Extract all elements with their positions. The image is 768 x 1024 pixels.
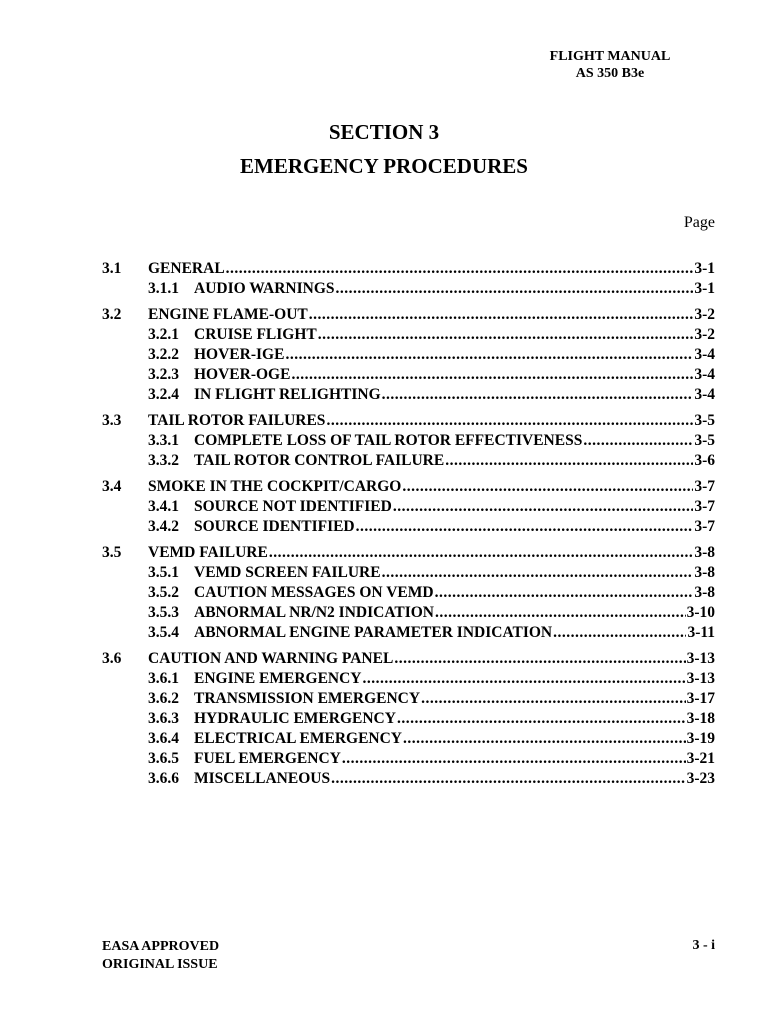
toc-subentry-page: 3-21 — [686, 750, 715, 767]
toc-subentry-page: 3-7 — [694, 518, 715, 535]
toc-subentry-label: IN FLIGHT RELIGHTING — [194, 386, 381, 403]
toc-leader-dots — [394, 649, 685, 669]
page-column-label: Page — [683, 214, 715, 231]
toc-subentry-number: 3.4.1 — [148, 498, 179, 515]
toc-leader-dots — [285, 345, 693, 365]
toc-subentry-label: CRUISE FLIGHT — [194, 326, 317, 343]
document-header — [510, 48, 710, 82]
toc-subentry-page: 3-10 — [686, 604, 715, 621]
toc-entry[interactable] — [0, 305, 768, 325]
toc-subentry-label: HYDRAULIC EMERGENCY — [194, 710, 396, 727]
toc-subentry[interactable] — [0, 517, 768, 537]
toc-subentry-page: 3-5 — [694, 432, 715, 449]
toc-subentry-number: 3.6.2 — [148, 690, 179, 707]
toc-subentry-page: 3-19 — [686, 730, 715, 747]
toc-subentry-number: 3.3.1 — [148, 432, 179, 449]
toc-subentry-page: 3-23 — [686, 770, 715, 787]
toc-subentry-number: 3.5.2 — [148, 584, 179, 601]
toc-leader-dots — [269, 543, 693, 563]
toc-entry-label: TAIL ROTOR FAILURES — [148, 412, 326, 429]
toc-leader-dots — [402, 477, 693, 497]
aircraft-model: AS 350 B3e — [575, 66, 645, 81]
toc-subentry-label: ABNORMAL NR/N2 INDICATION — [194, 604, 434, 621]
section-number: SECTION 3 — [328, 120, 440, 144]
toc-section — [0, 305, 768, 405]
footer-approval-line: EASA APPROVED — [102, 939, 220, 954]
toc-subentry-page: 3-6 — [694, 452, 715, 469]
toc-subentry-number: 3.6.1 — [148, 670, 179, 687]
toc-section — [0, 543, 768, 643]
toc-subentry-page: 3-2 — [694, 326, 715, 343]
toc-subentry[interactable] — [0, 769, 768, 789]
toc-subentry-label: ENGINE EMERGENCY — [194, 670, 362, 687]
toc-subentry-number: 3.2.2 — [148, 346, 179, 363]
manual-title: FLIGHT MANUAL — [549, 49, 671, 64]
toc-entry[interactable] — [0, 543, 768, 563]
toc-leader-dots — [226, 259, 694, 279]
toc-entry[interactable] — [0, 649, 768, 669]
toc-entry-number: 3.2 — [102, 306, 122, 323]
toc-leader-dots — [363, 669, 686, 689]
toc-entry-page: 3-2 — [694, 306, 715, 323]
toc-subentry[interactable] — [0, 325, 768, 345]
toc-leader-dots — [382, 563, 694, 583]
toc-subentry[interactable] — [0, 749, 768, 769]
toc-leader-dots — [331, 769, 685, 789]
toc-subentry-label: SOURCE IDENTIFIED — [194, 518, 355, 535]
toc-subentry-label: COMPLETE LOSS OF TAIL ROTOR EFFECTIVENESS — [194, 432, 583, 449]
toc-subentry-label: ELECTRICAL EMERGENCY — [194, 730, 402, 747]
toc-section — [0, 259, 768, 299]
toc-leader-dots — [445, 451, 693, 471]
toc-subentry[interactable] — [0, 279, 768, 299]
toc-subentry-label: ABNORMAL ENGINE PARAMETER INDICATION — [194, 624, 553, 641]
toc-subentry-number: 3.2.3 — [148, 366, 179, 383]
toc-subentry[interactable] — [0, 709, 768, 729]
toc-entry-page: 3-5 — [694, 412, 715, 429]
footer-issue-line: ORIGINAL ISSUE — [102, 957, 218, 972]
toc-section — [0, 649, 768, 789]
toc-subentry[interactable] — [0, 345, 768, 365]
toc-subentry-label: AUDIO WARNINGS — [194, 280, 335, 297]
toc-leader-dots — [318, 325, 694, 345]
toc-leader-dots — [435, 603, 686, 623]
toc-leader-dots — [309, 305, 694, 325]
toc-leader-dots — [336, 279, 694, 299]
toc-entry-number: 3.6 — [102, 650, 122, 667]
footer-page-number: 3 - i — [692, 938, 715, 953]
toc-leader-dots — [403, 729, 686, 749]
toc-entry-number: 3.3 — [102, 412, 122, 429]
toc-subentry-page: 3-13 — [686, 670, 715, 687]
toc-entry-page: 3-7 — [694, 478, 715, 495]
footer-approval — [102, 938, 219, 974]
toc-leader-dots — [326, 411, 693, 431]
toc-subentry[interactable] — [0, 603, 768, 623]
toc-entry[interactable] — [0, 411, 768, 431]
table-of-contents — [0, 259, 768, 795]
toc-entry[interactable] — [0, 259, 768, 279]
toc-subentry-number: 3.3.2 — [148, 452, 179, 469]
toc-entry-number: 3.1 — [102, 260, 122, 277]
toc-subentry-label: CAUTION MESSAGES ON VEMD — [194, 584, 434, 601]
toc-subentry-number: 3.6.3 — [148, 710, 179, 727]
toc-entry-label: VEMD FAILURE — [148, 544, 268, 561]
toc-subentry-number: 3.6.6 — [148, 770, 179, 787]
toc-leader-dots — [342, 749, 686, 769]
toc-entry-number: 3.4 — [102, 478, 122, 495]
toc-subentry[interactable] — [0, 497, 768, 517]
toc-subentry-page: 3-4 — [694, 386, 715, 403]
toc-subentry-number: 3.6.5 — [148, 750, 179, 767]
toc-subentry[interactable] — [0, 563, 768, 583]
toc-subentry-page: 3-8 — [694, 584, 715, 601]
toc-leader-dots — [435, 583, 694, 603]
toc-entry-page: 3-8 — [694, 544, 715, 561]
toc-section — [0, 411, 768, 471]
toc-subentry-number: 3.1.1 — [148, 280, 179, 297]
section-title: EMERGENCY PROCEDURES — [240, 154, 528, 178]
toc-leader-dots — [583, 431, 693, 451]
toc-subentry-label: SOURCE NOT IDENTIFIED — [194, 498, 392, 515]
toc-entry-page: 3-13 — [686, 650, 715, 667]
toc-subentry-number: 3.5.4 — [148, 624, 179, 641]
toc-entry-page: 3-1 — [694, 260, 715, 277]
toc-subentry-page: 3-4 — [694, 346, 715, 363]
toc-entry[interactable] — [0, 477, 768, 497]
toc-subentry-number: 3.6.4 — [148, 730, 179, 747]
toc-subentry-number: 3.2.1 — [148, 326, 179, 343]
toc-leader-dots — [393, 497, 694, 517]
toc-subentry-label: TAIL ROTOR CONTROL FAILURE — [194, 452, 445, 469]
toc-subentry-label: MISCELLANEOUS — [194, 770, 331, 787]
toc-leader-dots — [397, 709, 686, 729]
toc-leader-dots — [291, 365, 693, 385]
toc-subentry[interactable] — [0, 669, 768, 689]
toc-subentry-label: HOVER-IGE — [194, 346, 285, 363]
toc-entry-label: GENERAL — [148, 260, 225, 277]
toc-subentry-number: 3.2.4 — [148, 386, 179, 403]
toc-entry-label: CAUTION AND WARNING PANEL — [148, 650, 394, 667]
toc-subentry-page: 3-4 — [694, 366, 715, 383]
toc-leader-dots — [553, 623, 686, 643]
toc-subentry[interactable] — [0, 431, 768, 451]
toc-subentry-page: 3-18 — [686, 710, 715, 727]
toc-subentry[interactable] — [0, 365, 768, 385]
toc-subentry[interactable] — [0, 689, 768, 709]
toc-subentry[interactable] — [0, 729, 768, 749]
toc-subentry[interactable] — [0, 451, 768, 471]
toc-subentry-number: 3.4.2 — [148, 518, 179, 535]
toc-entry-label: SMOKE IN THE COCKPIT/CARGO — [148, 478, 402, 495]
toc-leader-dots — [382, 385, 694, 405]
toc-subentry-page: 3-7 — [694, 498, 715, 515]
toc-leader-dots — [356, 517, 694, 537]
toc-subentry[interactable] — [0, 583, 768, 603]
toc-subentry-label: HOVER-OGE — [194, 366, 291, 383]
toc-section — [0, 477, 768, 537]
toc-subentry-label: TRANSMISSION EMERGENCY — [194, 690, 421, 707]
toc-subentry[interactable] — [0, 385, 768, 405]
toc-subentry-label: VEMD SCREEN FAILURE — [194, 564, 381, 581]
toc-subentry-number: 3.5.1 — [148, 564, 179, 581]
toc-subentry-label: FUEL EMERGENCY — [194, 750, 341, 767]
toc-entry-number: 3.5 — [102, 544, 122, 561]
toc-subentry-page: 3-1 — [694, 280, 715, 297]
toc-subentry-page: 3-11 — [687, 624, 715, 641]
toc-subentry-page: 3-8 — [694, 564, 715, 581]
toc-leader-dots — [421, 689, 686, 709]
toc-subentry-number: 3.5.3 — [148, 604, 179, 621]
toc-subentry[interactable] — [0, 623, 768, 643]
toc-subentry-page: 3-17 — [686, 690, 715, 707]
toc-entry-label: ENGINE FLAME-OUT — [148, 306, 308, 323]
